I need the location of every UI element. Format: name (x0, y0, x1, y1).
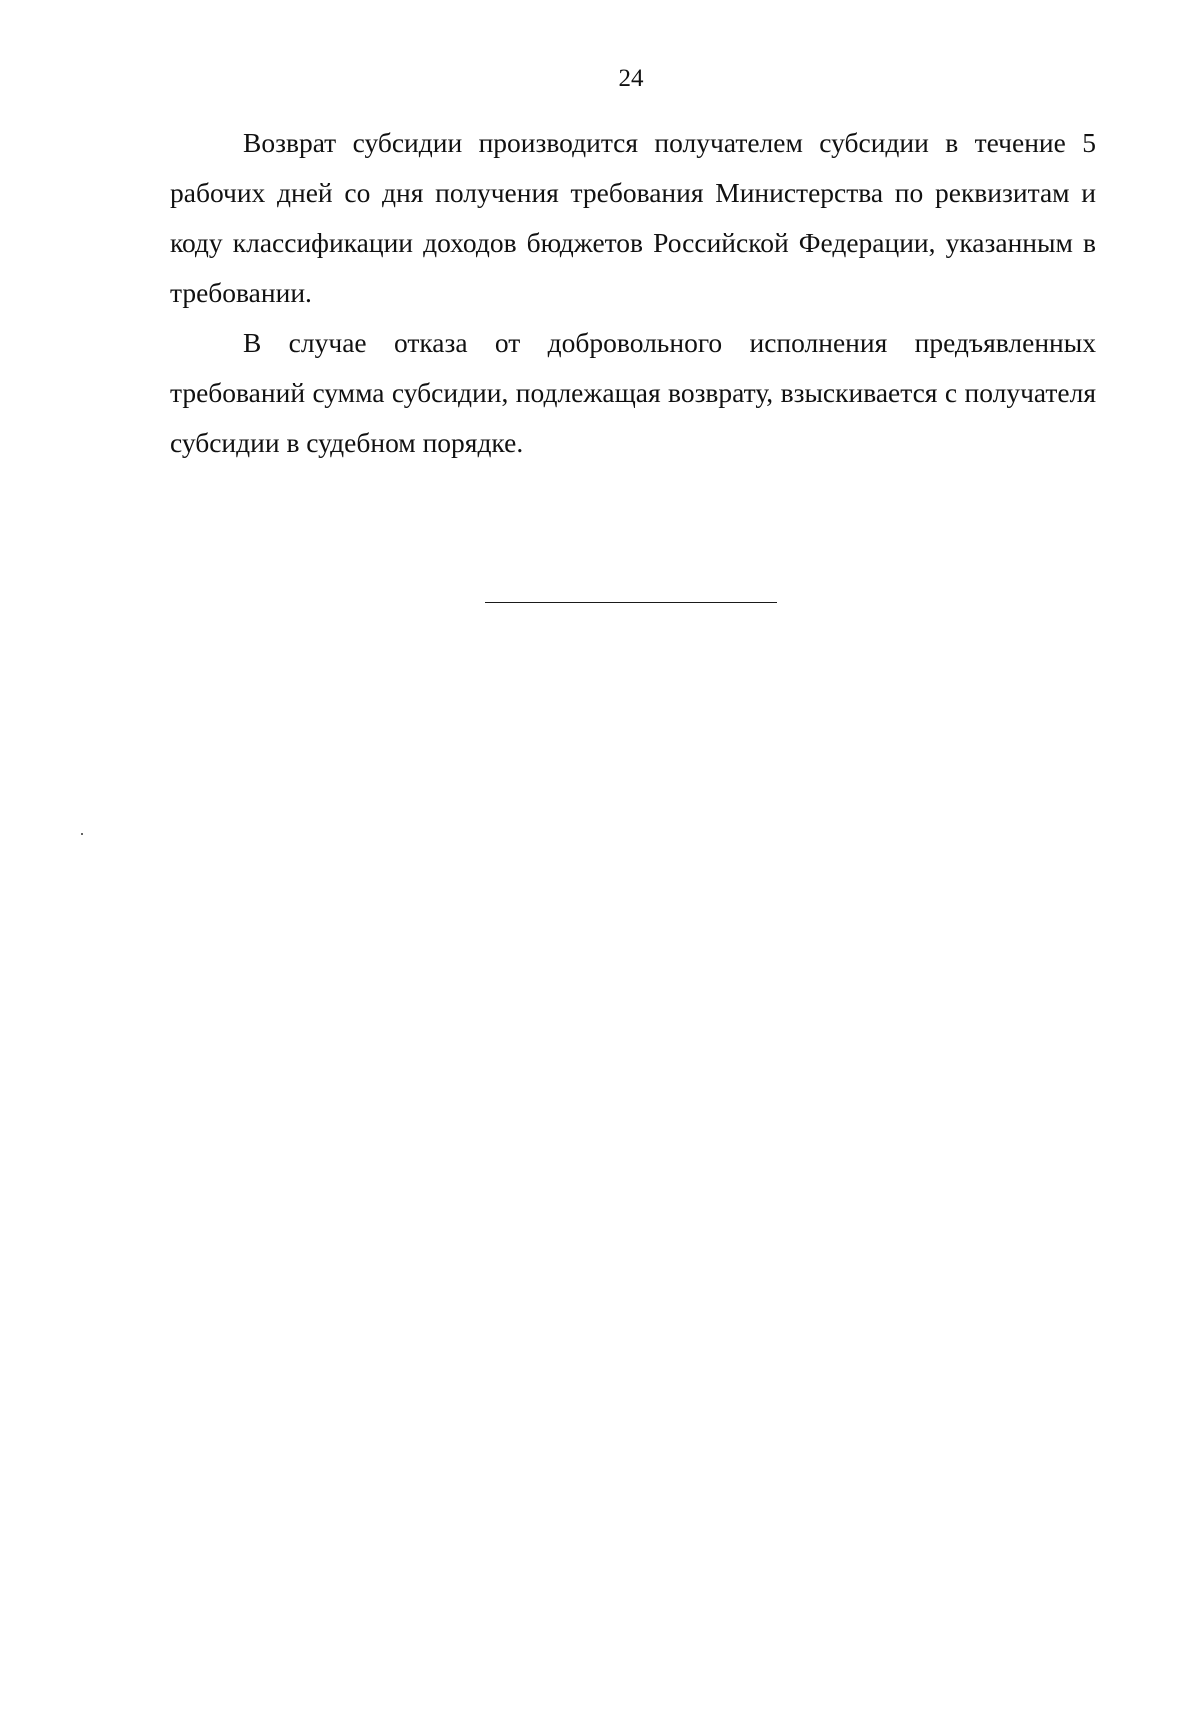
paragraph-court-recovery: В случае отказа от добровольного исполнения предъявленных требований сумма субсидии, подлежащая возврату, взыскивается с получателя субсидии в судебном порядке. (170, 327, 1096, 458)
document-body (170, 118, 1096, 468)
paragraph-subsidy-return: Возврат субсидии производится получателем субсидии в течение 5 рабочих дней со дня получения требования Министерства по реквизитам и коду классификации доходов бюджетов Российской Федерации, указанным в требовании. (170, 127, 1096, 308)
page-number: 24 (618, 65, 644, 92)
end-of-text-rule (485, 602, 777, 603)
scan-speck (81, 833, 83, 835)
